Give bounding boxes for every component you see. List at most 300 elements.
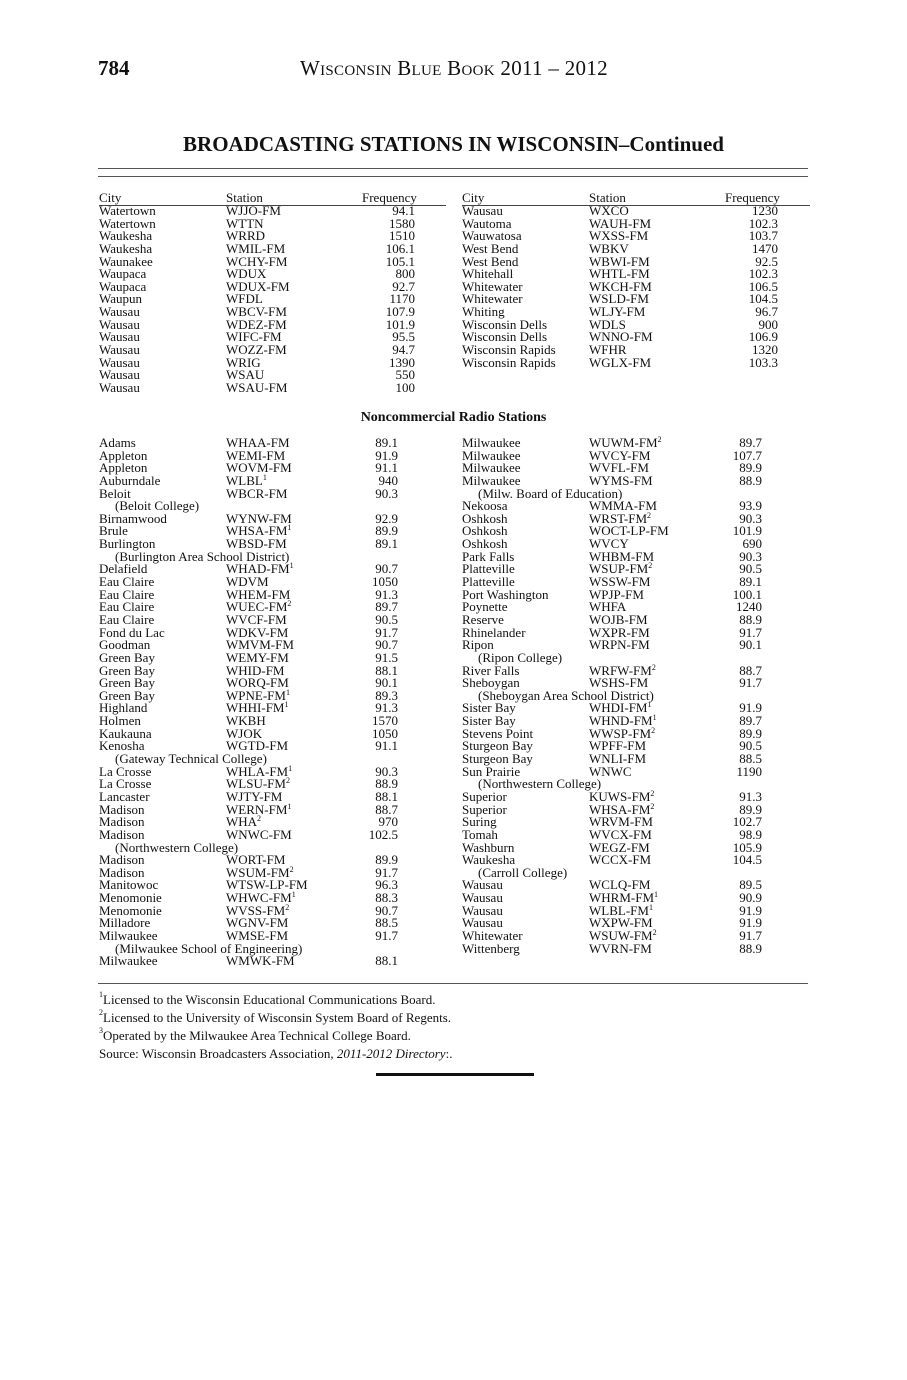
frequency-cell: 91.7	[739, 927, 762, 943]
frequency-cell: 91.7	[739, 675, 762, 691]
frequency-cell: 1510	[389, 228, 415, 244]
footnote-marker: 2	[650, 801, 655, 811]
station-callsign: WHFA	[589, 599, 627, 615]
station-callsign: WHLA-FM	[226, 763, 289, 779]
footnote-marker: 2	[289, 864, 294, 874]
station-callsign: WYMS-FM	[589, 472, 653, 488]
frequency-cell: 102.7	[732, 814, 762, 830]
station-callsign: WSAU	[226, 367, 265, 383]
station-callsign: WLSU-FM	[226, 776, 286, 792]
station-callsign: WRIG	[226, 354, 261, 370]
station-callsign: WJJO-FM	[226, 203, 281, 218]
station-callsign: WTSW-LP-FM	[226, 877, 308, 893]
frequency-cell: 92.7	[392, 278, 415, 294]
footnote-marker: 2	[651, 662, 656, 672]
table-body	[462, 437, 810, 955]
frequency-cell: 107.7	[732, 447, 762, 463]
frequency-cell: 101.9	[385, 316, 415, 332]
owner-note: (Northwestern College)	[478, 776, 602, 792]
station-callsign: WHAA-FM	[226, 435, 290, 450]
header-station: Station	[589, 190, 626, 205]
frequency-cell: 89.5	[739, 877, 762, 893]
city-cell: Wittenberg	[462, 940, 520, 956]
footnote-marker: 1	[287, 523, 292, 533]
footnote-marker: 2	[257, 814, 262, 824]
station-callsign: WSUM-FM	[226, 864, 290, 880]
footnote-marker: 1	[648, 902, 653, 912]
footnote-text: Licensed to the University of Wisconsin System Board of Regents.	[103, 1010, 452, 1025]
frequency-cell: 1050	[372, 725, 398, 741]
footnote-marker: 2	[285, 776, 290, 786]
frequency-cell: 90.7	[375, 637, 398, 653]
station-callsign: WEGZ-FM	[589, 839, 650, 855]
station-callsign: WRST-FM	[589, 510, 648, 526]
station-callsign: WDEZ-FM	[226, 316, 287, 332]
city-cell: Adams	[99, 435, 136, 450]
station-callsign: WMVM-FM	[226, 637, 294, 653]
footnote-mark: 3	[99, 1026, 103, 1035]
footnote-3	[99, 1028, 411, 1044]
frequency-cell: 98.9	[739, 826, 762, 842]
city-cell: Sheboygan	[462, 675, 520, 691]
station-cell	[226, 955, 295, 968]
owner-note: (Ripon College)	[478, 649, 563, 665]
station-callsign: WCCX-FM	[589, 852, 652, 868]
city-cell: River Falls	[462, 662, 520, 678]
frequency-cell: 89.1	[739, 574, 762, 590]
city-cell: La Crosse	[99, 763, 152, 779]
city-cell: Wausau	[99, 379, 140, 395]
city-cell: Milwaukee	[99, 953, 158, 969]
city-cell: Highland	[99, 700, 148, 716]
station-callsign: WLBL	[226, 472, 263, 488]
city-cell: Platteville	[462, 574, 515, 590]
station-callsign: KUWS-FM	[589, 788, 651, 804]
station-callsign: WORQ-FM	[226, 675, 289, 691]
city-cell: La Crosse	[99, 776, 152, 792]
city-cell: Milwaukee	[99, 927, 158, 943]
frequency-cell: 91.3	[375, 586, 398, 602]
table-row	[99, 354, 446, 370]
station-callsign: WHND-FM	[589, 713, 653, 729]
station-callsign: WSSW-FM	[589, 574, 651, 590]
station-callsign: WSAU-FM	[226, 379, 288, 395]
city-cell: Birnamwood	[99, 510, 167, 526]
header-frequency: Frequency	[362, 190, 417, 205]
city-cell: Eau Claire	[99, 611, 155, 627]
city-cell: Wausau	[462, 890, 503, 906]
city-cell: Burlington	[99, 536, 156, 552]
commercial-right-table	[462, 191, 810, 369]
frequency-cell: 89.7	[375, 599, 398, 615]
city-cell: Green Bay	[99, 675, 155, 691]
city-cell: Watertown	[99, 203, 156, 218]
station-callsign: WHWC-FM	[226, 890, 292, 906]
city-cell: Waukesha	[99, 240, 153, 256]
frequency-cell: 970	[378, 814, 398, 830]
station-cell	[589, 854, 651, 867]
frequency-cell: 91.9	[375, 447, 398, 463]
station-callsign: WVCX-FM	[589, 826, 652, 842]
station-callsign: WSUP-FM	[589, 561, 649, 577]
frequency-cell: 95.5	[392, 329, 415, 345]
city-cell: Waunakee	[99, 253, 153, 269]
station-callsign: WXSS-FM	[589, 228, 649, 244]
station-callsign: WEMI-FM	[226, 447, 286, 463]
owner-note: (Gateway Technical College)	[115, 751, 267, 767]
owner-note: (Milw. Board of Education)	[478, 485, 623, 501]
station-callsign: WVFL-FM	[589, 460, 649, 476]
frequency-cell: 88.1	[375, 662, 398, 678]
station-callsign: WNWC-FM	[226, 826, 292, 842]
frequency-cell: 91.3	[739, 788, 762, 804]
city-cell: Milwaukee	[462, 460, 521, 476]
city-cell: Fond du Lac	[99, 624, 165, 640]
station-callsign: WPFF-FM	[589, 738, 647, 754]
city-cell: Auburndale	[99, 472, 161, 488]
city-cell: Madison	[99, 864, 145, 880]
source-prefix: Source: Wisconsin Broadcasters Association,	[99, 1046, 337, 1061]
city-cell: Sturgeon Bay	[462, 738, 533, 754]
frequency-cell: 105.1	[385, 253, 415, 269]
frequency-cell: 88.9	[375, 776, 398, 792]
station-callsign: WPNE-FM	[226, 687, 286, 703]
city-cell: Delafield	[99, 561, 148, 577]
frequency-cell: 88.9	[739, 940, 762, 956]
frequency-cell: 1170	[389, 291, 415, 307]
frequency-cell: 88.3	[375, 890, 398, 906]
city-cell: Whitewater	[462, 291, 523, 307]
frequency-cell: 96.7	[755, 304, 778, 320]
city-cell: Appleton	[99, 447, 148, 463]
frequency-cell: 88.5	[375, 915, 398, 931]
frequency-cell: 91.3	[375, 700, 398, 716]
city-cell: Poynette	[462, 599, 508, 615]
frequency-cell: 89.9	[375, 523, 398, 539]
frequency-cell: 800	[395, 266, 415, 282]
station-callsign: WNWC	[589, 763, 632, 779]
city-cell: Madison	[99, 814, 145, 830]
station-callsign: WVCF-FM	[226, 611, 287, 627]
frequency-cell: 940	[378, 472, 398, 488]
footnote-marker: 2	[287, 599, 292, 609]
footnote-marker: 1	[647, 700, 652, 710]
city-cell: Wausau	[99, 354, 140, 370]
city-cell: Goodman	[99, 637, 151, 653]
station-callsign: WJOK	[226, 725, 263, 741]
city-cell: Appleton	[99, 460, 148, 476]
station-callsign: WSLD-FM	[589, 291, 649, 307]
station-callsign: WFDL	[226, 291, 263, 307]
frequency-cell: 900	[758, 316, 778, 332]
city-cell: Waupaca	[99, 278, 147, 294]
station-callsign: WVRN-FM	[589, 940, 652, 956]
frequency-cell: 90.1	[739, 637, 762, 653]
city-cell: Wausau	[99, 304, 140, 320]
frequency-cell: 1320	[752, 342, 778, 358]
frequency-cell: 1240	[736, 599, 762, 615]
frequency-cell: 88.1	[375, 788, 398, 804]
city-cell: Superior	[462, 788, 507, 804]
frequency-cell: 106.5	[748, 278, 778, 294]
station-callsign: WHID-FM	[226, 662, 285, 678]
station-callsign: WDVM	[226, 574, 269, 590]
station-callsign: WMSE-FM	[226, 927, 289, 943]
frequency-cell: 90.9	[739, 890, 762, 906]
table-row	[462, 940, 810, 956]
frequency-cell: 88.7	[375, 801, 398, 817]
frequency-cell: 88.9	[739, 611, 762, 627]
frequency-cell: 92.5	[755, 253, 778, 269]
page-number: 784	[98, 56, 130, 80]
city-cell: Menomonie	[99, 890, 162, 906]
station-callsign: WAUH-FM	[589, 215, 652, 231]
footnote-marker: 2	[651, 725, 656, 735]
city-cell: Madison	[99, 801, 145, 817]
station-callsign: WDUX-FM	[226, 278, 290, 294]
city-cell: Wausau	[462, 902, 503, 918]
frequency-cell: 89.9	[739, 725, 762, 741]
frequency-cell: 550	[395, 367, 415, 383]
city-cell: Whitehall	[462, 266, 514, 282]
station-callsign: WMWK-FM	[226, 953, 295, 969]
station-callsign: WRRD	[226, 228, 265, 244]
city-cell: Sister Bay	[462, 713, 516, 729]
station-callsign: WMIL-FM	[226, 240, 286, 256]
frequency-cell: 101.9	[732, 523, 762, 539]
station-callsign: WKCH-FM	[589, 278, 652, 294]
footnote-marker: 1	[287, 801, 292, 811]
owner-note: (Northwestern College)	[115, 839, 239, 855]
city-cell: Nekoosa	[462, 498, 508, 514]
frequency-cell: 1580	[389, 215, 415, 231]
city-cell: Reserve	[462, 611, 504, 627]
frequency-cell: 104.5	[732, 852, 762, 868]
frequency-cell: 1230	[752, 203, 778, 218]
city-cell: Oshkosh	[462, 510, 508, 526]
source-line	[99, 1046, 452, 1062]
running-title: Wisconsin Blue Book 2011 – 2012	[300, 56, 608, 80]
city-cell: Ripon	[462, 637, 494, 653]
station-callsign: WHDI-FM	[589, 700, 648, 716]
table-row	[99, 379, 446, 395]
city-cell: Milwaukee	[462, 472, 521, 488]
station-callsign: WJTY-FM	[226, 788, 283, 804]
frequency-cell: 88.9	[739, 472, 762, 488]
station-callsign: WSHS-FM	[589, 675, 649, 691]
city-cell: Wisconsin Dells	[462, 316, 548, 332]
city-cell: Oshkosh	[462, 523, 508, 539]
footnote-marker: 2	[648, 561, 653, 571]
station-callsign: WVCY	[589, 536, 629, 552]
city-cell: Tomah	[462, 826, 498, 842]
station-cell	[226, 379, 288, 395]
station-callsign: WHSA-FM	[226, 523, 288, 539]
city-cell: Port Washington	[462, 586, 549, 602]
city-cell: Wausau	[99, 342, 140, 358]
station-callsign: WHAD-FM	[226, 561, 290, 577]
footnote-marker: 2	[285, 902, 290, 912]
frequency-cell: 90.5	[739, 561, 762, 577]
city-cell: Wisconsin Dells	[462, 329, 548, 345]
city-cell: Wautoma	[462, 215, 512, 231]
city-cell: Wausau	[99, 367, 140, 383]
station-callsign: WKBH	[226, 713, 266, 729]
frequency-cell: 90.3	[375, 485, 398, 501]
frequency-cell: 89.3	[375, 687, 398, 703]
owner-note: (Beloit College)	[115, 498, 200, 514]
station-callsign: WBSD-FM	[226, 536, 287, 552]
noncommercial-left-table	[99, 437, 446, 968]
city-cell: Wausau	[99, 329, 140, 345]
city-cell: Sister Bay	[462, 700, 516, 716]
station-callsign: WSUW-FM	[589, 927, 653, 943]
station-callsign: WUEC-FM	[226, 599, 288, 615]
frequency-cell: 105.9	[732, 839, 762, 855]
station-callsign: WOJB-FM	[589, 611, 648, 627]
frequency-cell: 102.5	[368, 826, 398, 842]
frequency-cell: 90.7	[375, 902, 398, 918]
table-row	[99, 253, 446, 269]
station-callsign: WVSS-FM	[226, 902, 286, 918]
city-cell: Beloit	[99, 485, 131, 501]
noncommercial-right-table	[462, 437, 810, 955]
footnote-text: Licensed to the Wisconsin Educational Communications Board.	[103, 992, 436, 1007]
frequency-cell: 1470	[752, 240, 778, 256]
footnote-marker: 2	[652, 927, 657, 937]
station-callsign: WOCT-LP-FM	[589, 523, 669, 539]
end-rule	[376, 1073, 534, 1076]
city-cell: Whitewater	[462, 278, 523, 294]
city-cell: Wausau	[462, 915, 503, 931]
footnote-marker: 1	[284, 700, 289, 710]
station-callsign: WBKV	[589, 240, 629, 256]
station-cell	[226, 485, 288, 501]
city-cell: Park Falls	[462, 548, 515, 564]
frequency-cell: 90.3	[739, 510, 762, 526]
frequency-cell: 91.1	[375, 738, 398, 754]
station-callsign: WNLI-FM	[589, 751, 647, 767]
frequency-cell: 90.7	[375, 561, 398, 577]
city-cell: Wausau	[462, 877, 503, 893]
frequency-cell: 89.7	[739, 713, 762, 729]
city-cell: Waukesha	[462, 852, 516, 868]
frequency-cell: 92.9	[375, 510, 398, 526]
footnote-marker: 1	[262, 472, 267, 482]
station-callsign: WBWI-FM	[589, 253, 650, 269]
city-cell: Whiting	[462, 304, 505, 320]
frequency-cell: 90.1	[375, 675, 398, 691]
footnote-marker: 1	[288, 763, 293, 773]
footnote-rule	[98, 983, 808, 984]
station-callsign: WXCO	[589, 203, 629, 218]
header-frequency: Frequency	[725, 190, 780, 205]
station-callsign: WDLS	[589, 316, 626, 332]
footnote-1	[99, 992, 435, 1008]
station-cell	[589, 639, 650, 652]
frequency-cell: 88.5	[739, 751, 762, 767]
station-callsign: WNNO-FM	[589, 329, 653, 345]
frequency-cell: 96.3	[375, 877, 398, 893]
station-callsign: WDUX	[226, 266, 267, 282]
frequency-cell: 89.9	[739, 801, 762, 817]
footnote-marker: 2	[647, 510, 652, 520]
header-station: Station	[226, 190, 263, 205]
station-callsign: WTTN	[226, 215, 264, 231]
owner-note: (Burlington Area School District)	[115, 548, 290, 564]
frequency-cell: 102.3	[748, 266, 778, 282]
frequency-cell: 89.1	[375, 536, 398, 552]
frequency-cell: 1190	[736, 763, 762, 779]
footnote-text: Operated by the Milwaukee Area Technical College Board.	[103, 1028, 411, 1043]
frequency-cell: 1390	[389, 354, 415, 370]
table-row	[462, 354, 810, 370]
station-callsign: WUWM-FM	[589, 435, 658, 450]
owner-note: (Milwaukee School of Engineering)	[115, 940, 303, 956]
station-callsign: WHTL-FM	[589, 266, 650, 282]
frequency-cell: 89.9	[739, 460, 762, 476]
station-callsign: WHA	[226, 814, 258, 830]
frequency-cell: 91.7	[739, 624, 762, 640]
city-cell: Waupaca	[99, 266, 147, 282]
station-callsign: WOVM-FM	[226, 460, 292, 476]
footnote-2	[99, 1010, 451, 1026]
station-callsign: WGLX-FM	[589, 354, 652, 370]
footnote-marker: 1	[289, 561, 294, 571]
station-callsign: WGTD-FM	[226, 738, 289, 754]
frequency-cell: 90.5	[739, 738, 762, 754]
frequency-cell: 90.3	[375, 763, 398, 779]
city-cell: Stevens Point	[462, 725, 534, 741]
footnote-mark: 2	[99, 1008, 103, 1017]
frequency-cell: 91.7	[375, 927, 398, 943]
frequency-cell: 91.7	[375, 864, 398, 880]
city-cell: Kenosha	[99, 738, 145, 754]
city-cell: Sturgeon Bay	[462, 751, 533, 767]
city-cell: Eau Claire	[99, 599, 155, 615]
station-callsign: WLJY-FM	[589, 304, 646, 320]
station-callsign: WXPR-FM	[589, 624, 650, 640]
frequency-cell: 103.3	[748, 354, 778, 370]
city-cell: Oshkosh	[462, 536, 508, 552]
city-cell: Wausau	[462, 203, 503, 218]
station-callsign: WWSP-FM	[589, 725, 652, 741]
station-callsign: WHEM-FM	[226, 586, 291, 602]
station-callsign: WHSA-FM	[589, 801, 651, 817]
station-callsign: WBCR-FM	[226, 485, 288, 501]
station-callsign: WVCY-FM	[589, 447, 651, 463]
frequency-cell: 91.7	[375, 624, 398, 640]
frequency-cell: 89.1	[375, 435, 398, 450]
city-cell: Washburn	[462, 839, 515, 855]
city-cell: Suring	[462, 814, 497, 830]
city-cell: Green Bay	[99, 662, 155, 678]
city-cell: Manitowoc	[99, 877, 159, 893]
city-cell: Wisconsin Rapids	[462, 354, 556, 370]
table-row	[99, 955, 446, 968]
frequency-cell: 1570	[372, 713, 398, 729]
frequency-cell: 91.9	[739, 700, 762, 716]
city-cell: Waukesha	[99, 228, 153, 244]
station-callsign: WERN-FM	[226, 801, 288, 817]
frequency-cell: 100	[395, 379, 415, 395]
footnote-marker: 1	[654, 890, 659, 900]
frequency-cell: 102.3	[748, 215, 778, 231]
city-cell: West Bend	[462, 240, 519, 256]
header-city: City	[462, 190, 485, 205]
footnote-marker: 1	[285, 687, 290, 697]
city-cell: Sun Prairie	[462, 763, 521, 779]
